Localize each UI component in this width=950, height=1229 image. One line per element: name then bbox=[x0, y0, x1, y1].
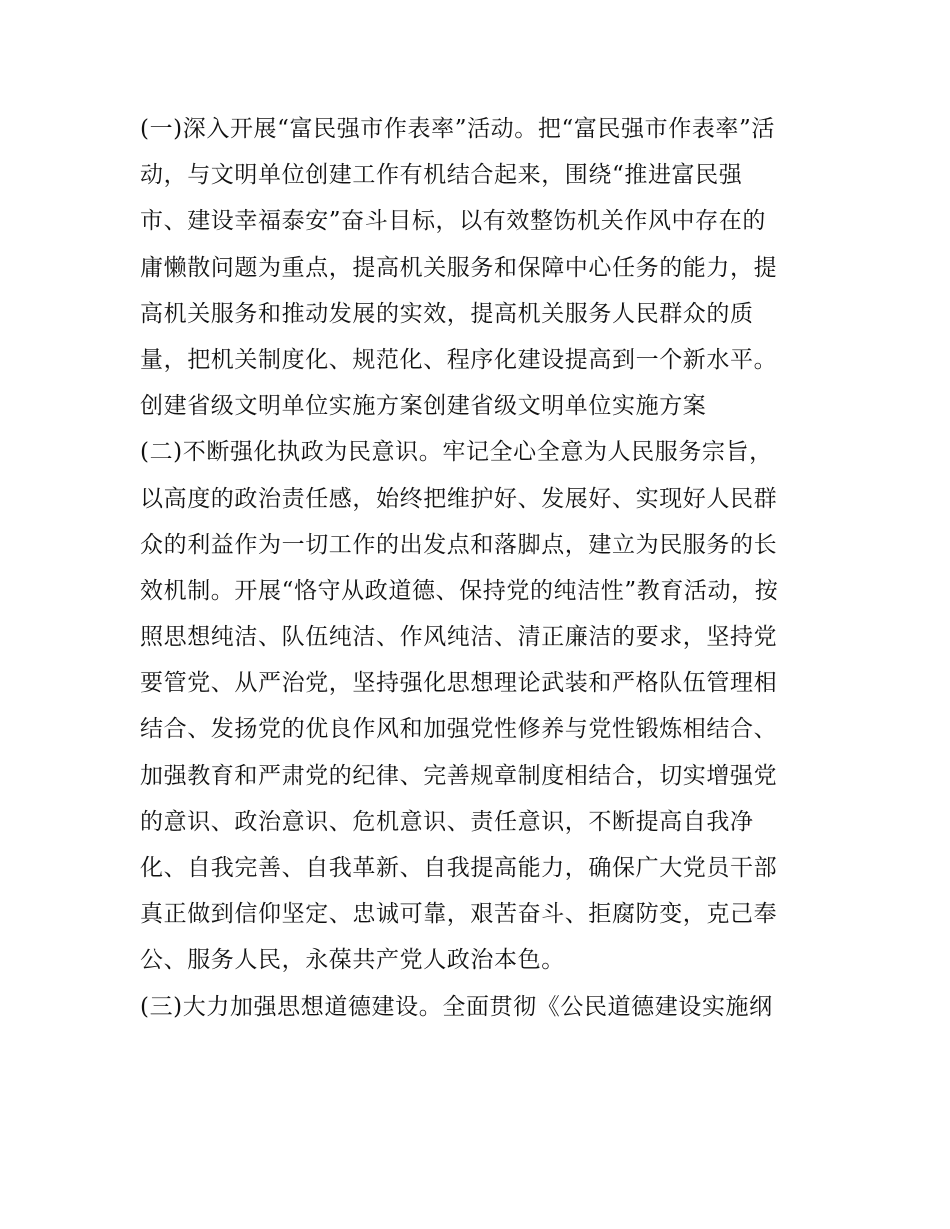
text-line: 众的利益作为一切工作的出发点和落脚点，建立为民服务的长 bbox=[140, 531, 778, 558]
text-line: (二)不断强化执政为民意识。牢记全心全意为人民服务宗旨， bbox=[140, 439, 773, 466]
text-line: 照思想纯洁、队伍纯洁、作风纯洁、清正廉洁的要求，坚持党 bbox=[140, 624, 778, 651]
text-line: 创建省级文明单位实施方案创建省级文明单位实施方案 bbox=[140, 393, 707, 420]
text-line: 公、服务人民，永葆共产党人政治本色。 bbox=[140, 947, 565, 974]
text-line: 真正做到信仰坚定、忠诚可靠，艰苦奋斗、拒腐防变，克己奉 bbox=[140, 901, 778, 928]
text-line: 要管党、从严治党，坚持强化思想理论武装和严格队伍管理相 bbox=[140, 670, 778, 697]
text-line: 量，把机关制度化、规范化、程序化建设提高到一个新水平。 bbox=[140, 346, 778, 373]
text-line: 高机关服务和推动发展的实效，提高机关服务人民群众的质 bbox=[140, 300, 754, 327]
text-line: 市、建设幸福泰安”奋斗目标，以有效整饬机关作风中存在的 bbox=[140, 208, 766, 235]
text-line: 化、自我完善、自我革新、自我提高能力，确保广大党员干部 bbox=[140, 855, 778, 881]
text-line: 动，与文明单位创建工作有机结合起来，围绕“推进富民强 bbox=[140, 162, 743, 189]
text-line: 加强教育和严肃党的纪律、完善规章制度相结合，切实增强党 bbox=[140, 762, 778, 789]
text-line: 的意识、政治意识、危机意识、责任意识，不断提高自我净 bbox=[140, 808, 754, 835]
text-line: 以高度的政治责任感，始终把维护好、发展好、实现好人民群 bbox=[140, 485, 778, 512]
text-line: (三)大力加强思想道德建设。全面贯彻《公民道德建设实施纲 bbox=[140, 993, 773, 1020]
text-line: 结合、发扬党的优良作风和加强党性修养与党性锻炼相结合、 bbox=[140, 716, 778, 743]
text-line: 效机制。开展“恪守从政道德、保持党的纯洁性”教育活动，按 bbox=[140, 577, 779, 604]
document-body bbox=[140, 106, 830, 1030]
text-line: (一)深入开展“富民强市作表率”活动。把“富民强市作表率”活 bbox=[140, 116, 775, 142]
text-line: 庸懒散问题为重点，提高机关服务和保障中心任务的能力，提 bbox=[140, 254, 778, 281]
